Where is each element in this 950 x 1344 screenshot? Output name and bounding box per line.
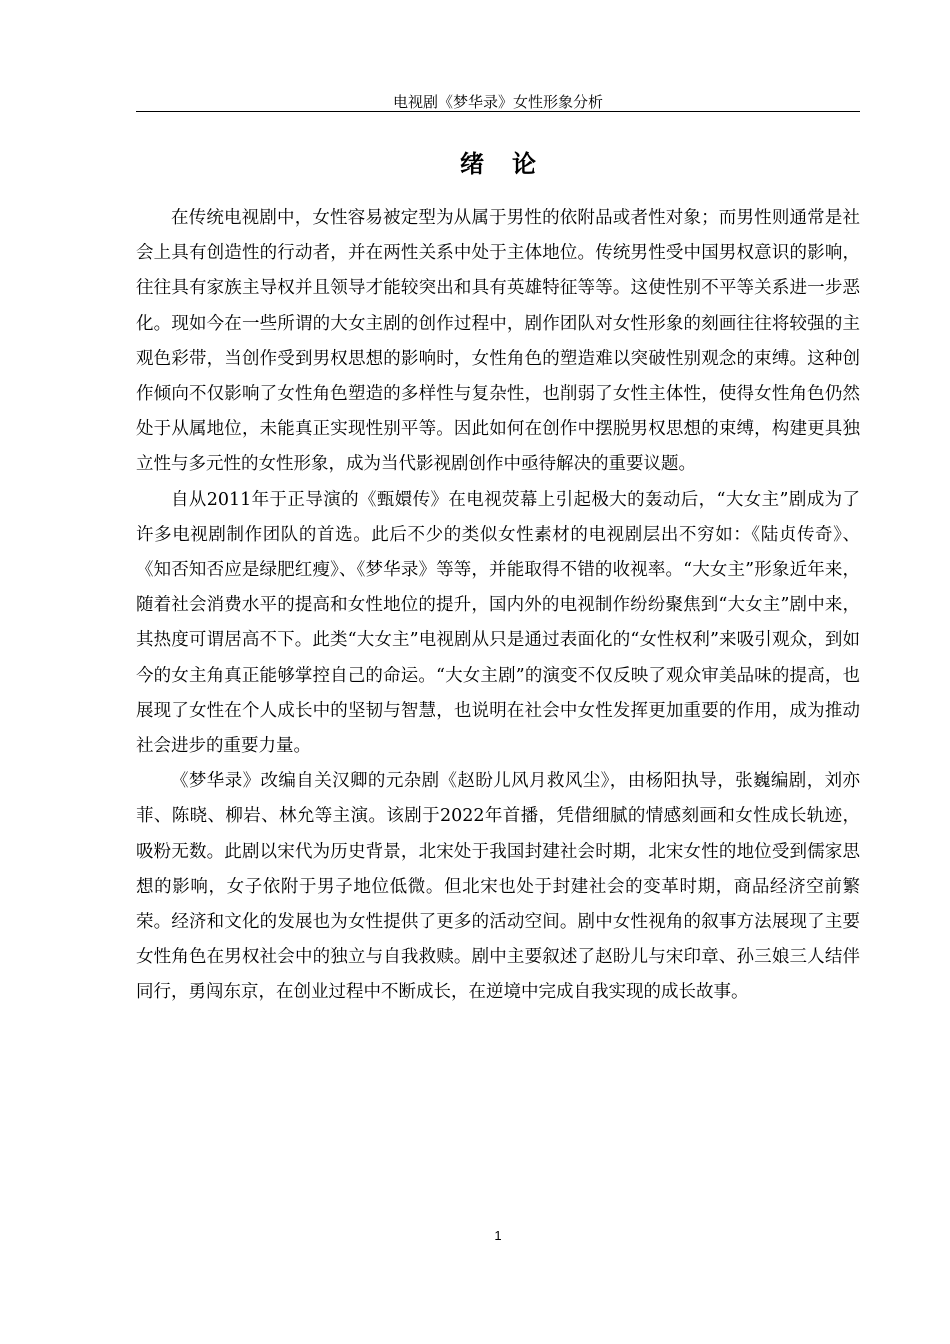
page-number: 1 [494, 1228, 502, 1243]
chapter-title: 绪论 [460, 150, 564, 178]
running-header: 电视剧《梦华录》女性形象分析 [392, 93, 603, 111]
paragraph: 自从2011年于正导演的《甄嬛传》在电视荧幕上引起极大的轰动后，“大女主”剧成为了许多电视剧制作团队的首选。此后不少的类似女性素材的电视剧层出不穷如：《陆贞传奇》、《知否知否应是绿肥红瘦》、《梦华录》等等，并能取得不错的收视率。“大女主”形象近年来，随着社会消费水平的提高和女性地位的提升，国内外的电视制作纷纷聚焦到“大女主”剧中来，其热度可谓居高不下。此类“大女主”电视剧从只是通过表面化的“女性权利”来吸引观众，到如今的女主角真正能够掌控自己的命运。“大女主剧”的演变不仅反映了观众审美品味的提高，也展现了女性在个人成长中的坚韧与智慧，也说明在社会中女性发挥更加重要的作用，成为推动社会进步的重要力量。 [136, 489, 860, 757]
body-text [136, 201, 860, 1011]
paragraph: 《梦华录》改编自关汉卿的元杂剧《赵盼儿风月救风尘》，由杨阳执导，张巍编剧，刘亦菲、陈晓、柳岩、林允等主演。该剧于2022年首播，凭借细腻的情感刻画和女性成长轨迹，吸粉无数。此剧以宋代为历史背景，北宋处于我国封建社会时期，北宋女性的地位受到儒家思想的影响，女子依附于男子地位低微。但北宋也处于封建社会的变革时期，商品经济空前繁荣。经济和文化的发展也为女性提供了更多的活动空间。剧中女性视角的叙事方法展现了主要女性角色在男权社会中的独立与自我救赎。剧中主要叙述了赵盼儿与宋印章、孙三娘三人结伴同行，勇闯东京，在创业过程中不断成长，在逆境中完成自我实现的成长故事。 [136, 771, 860, 1003]
header-divider [136, 111, 860, 112]
paragraph: 在传统电视剧中，女性容易被定型为从属于男性的依附品或者性对象；而男性则通常是社会上具有创造性的行动者，并在两性关系中处于主体地位。传统男性受中国男权意识的影响，往往具有家族主导权并且领导才能较突出和具有英雄特征等等。这使性别不平等关系进一步恶化。现如今在一些所谓的大女主剧的创作过程中，剧作团队对女性形象的刻画往往将较强的主观色彩带，当创作受到男权思想的影响时，女性角色的塑造难以突破性别观念的束缚。这种创作倾向不仅影响了女性角色塑造的多样性与复杂性，也削弱了女性主体性，使得女性角色仍然处于从属地位，未能真正实现性别平等。因此如何在创作中摆脱男权思想的束缚，构建更具独立性与多元性的女性形象，成为当代影视剧创作中亟待解决的重要议题。 [136, 208, 860, 475]
